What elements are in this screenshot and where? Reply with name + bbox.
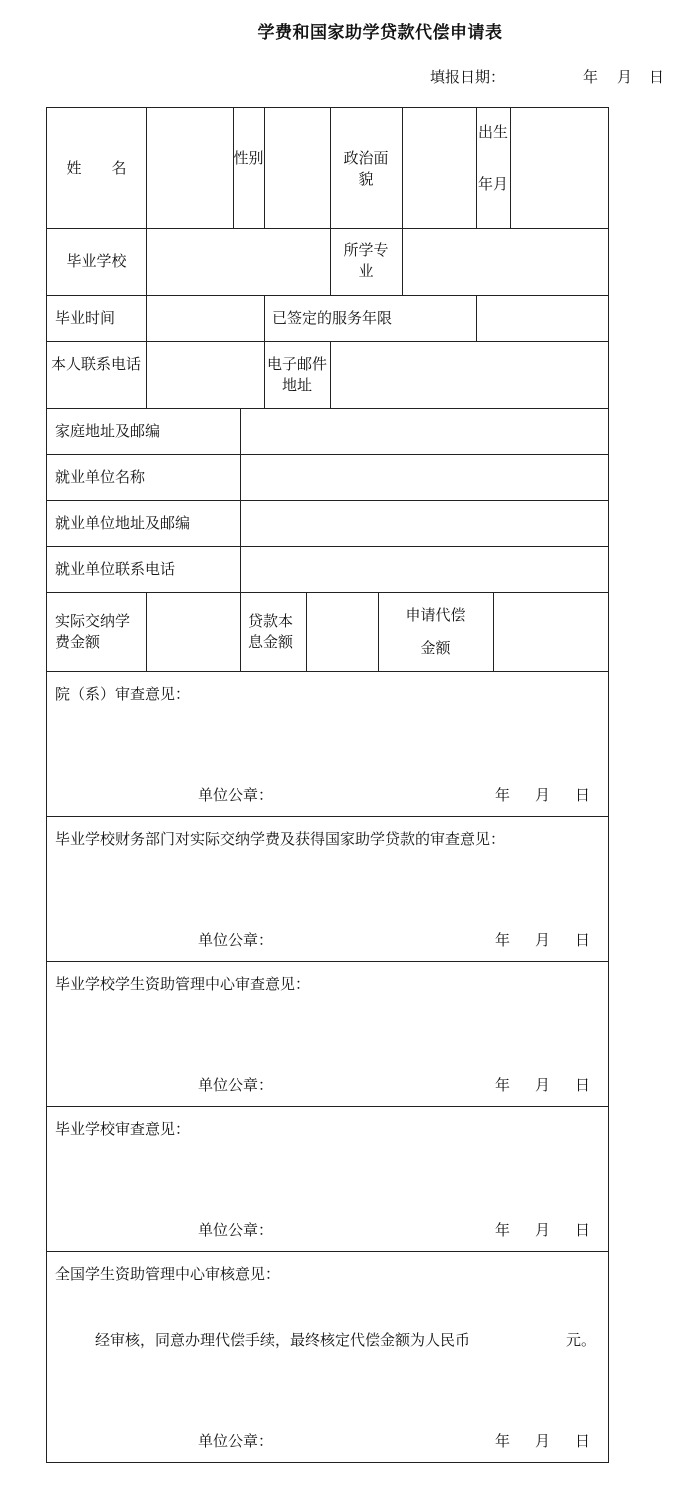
employer-phone-label: 就业单位联系电话 [55, 560, 176, 578]
fill-date-label: 填报日期： [430, 68, 506, 86]
seal-label: 单位公章： [198, 1221, 274, 1239]
date-day: 日 [575, 1076, 591, 1094]
name-label: 姓 名 [66, 159, 127, 177]
date-month: 月 [535, 931, 551, 949]
tuition-paid-label: 实际交纳学费金额 [55, 612, 131, 651]
national-review-label: 全国学生资助管理中心审核意见： [55, 1265, 281, 1283]
employer-name-label: 就业单位名称 [55, 468, 146, 486]
service-years-label: 已签定的服务年限 [272, 309, 393, 327]
college-review-label: 院（系）审查意见： [55, 685, 191, 703]
finance-review-label: 毕业学校财务部门对实际交纳学费及获得国家助学贷款的审查意见： [55, 830, 506, 848]
date-month: 月 [535, 1221, 551, 1239]
graduation-time-label: 毕业时间 [55, 309, 116, 327]
yuan-label: 元。 [566, 1331, 597, 1349]
birth-label-top: 出生 [477, 123, 508, 141]
date-month: 月 [535, 1076, 551, 1094]
email-label: 电子邮件地址 [267, 355, 328, 394]
apply-amount-label-bottom: 金额 [420, 639, 451, 657]
date-month: 月 [535, 786, 551, 804]
fill-date-month: 月 [617, 68, 633, 86]
graduation-school-label: 毕业学校 [66, 252, 127, 270]
apply-amount-label-top: 申请代偿 [405, 606, 466, 624]
aid-center-review-label: 毕业学校学生资助管理中心审查意见： [55, 975, 311, 993]
major-label: 所学专业 [343, 241, 389, 280]
date-day: 日 [575, 786, 591, 804]
date-day: 日 [575, 1432, 591, 1450]
seal-label: 单位公章： [198, 1432, 274, 1450]
home-address-label: 家庭地址及邮编 [55, 422, 161, 440]
school-review-label: 毕业学校审查意见： [55, 1120, 191, 1138]
date-month: 月 [535, 1432, 551, 1450]
seal-label: 单位公章： [198, 1076, 274, 1094]
national-statement: 经审核，同意办理代偿手续，最终核定代偿金额为人民币 [95, 1331, 471, 1349]
seal-label: 单位公章： [198, 786, 274, 804]
date-year: 年 [495, 786, 511, 804]
date-year: 年 [495, 1221, 511, 1239]
date-year: 年 [495, 1432, 511, 1450]
date-day: 日 [575, 1221, 591, 1239]
page-title: 学费和国家助学贷款代偿申请表 [257, 23, 503, 43]
date-year: 年 [495, 931, 511, 949]
birth-label-bottom: 年月 [477, 175, 508, 193]
application-form-table [46, 107, 609, 1463]
date-year: 年 [495, 1076, 511, 1094]
date-day: 日 [575, 931, 591, 949]
phone-label: 本人联系电话 [51, 355, 142, 373]
loan-total-label: 贷款本息金额 [248, 612, 294, 651]
fill-date-day: 日 [649, 68, 665, 86]
gender-label: 性别 [233, 149, 264, 167]
fill-date-year: 年 [583, 68, 599, 86]
employer-address-label: 就业单位地址及邮编 [55, 514, 191, 532]
seal-label: 单位公章： [198, 931, 274, 949]
political-status-label: 政治面貌 [343, 149, 389, 188]
